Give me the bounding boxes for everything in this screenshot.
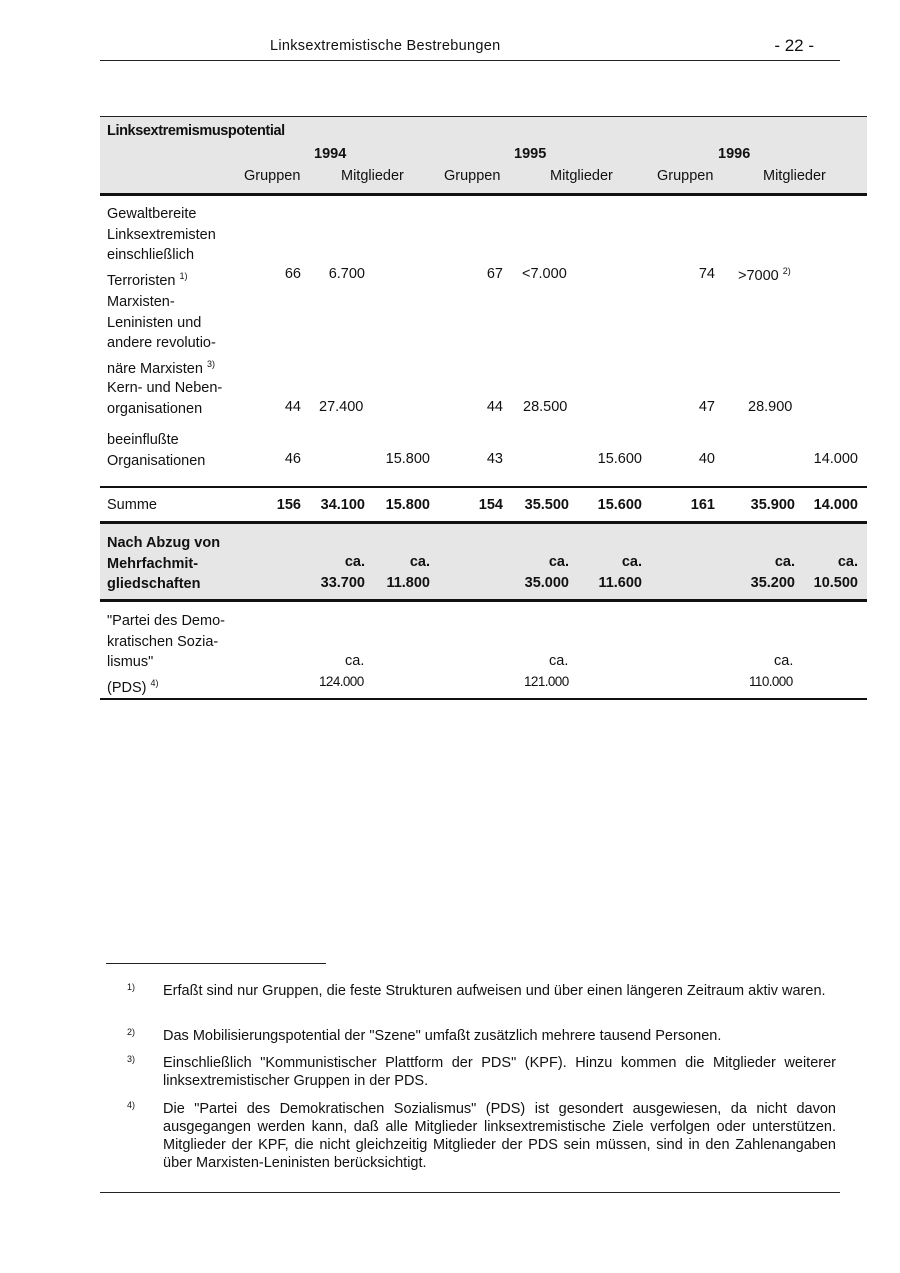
cell-mitglieder-1996: 28.900 <box>748 399 793 415</box>
summe-gruppen-1995: 154 <box>478 497 503 513</box>
cell-gruppen-1995: 67 <box>486 266 503 282</box>
pds-1995: 121.000 <box>524 674 569 689</box>
col-mitglieder-1995: Mitglieder <box>550 168 613 184</box>
row-label: Marxisten- Leninisten und andere revolutio- näre Marxisten $^{3)}$ <box>107 294 216 377</box>
ca-label: ca. <box>837 554 858 570</box>
pds-1994: 124.000 <box>319 674 364 689</box>
abzug-mitglieder-1994: 33.700 <box>320 575 365 591</box>
table-title: Linksextremismuspotential <box>107 123 285 139</box>
summe-nebenorg-1995: 15.600 <box>597 497 642 513</box>
cell-nebenorg-1994: 15.800 <box>385 451 430 467</box>
ca-label: ca. <box>344 554 365 570</box>
footnote-text: Das Mobilisierungspotential der "Szene" umfaßt zusätzlich mehrere tausend Personen. <box>163 1028 722 1044</box>
pds-row <box>100 602 867 700</box>
summe-mitglieder-1995: 35.500 <box>524 497 569 513</box>
col-mitglieder-1996: Mitglieder <box>763 168 826 184</box>
year-1994: 1994 <box>314 146 347 162</box>
abzug-mitglieder-1995: 35.000 <box>524 575 569 591</box>
page-header <box>100 36 840 61</box>
col-gruppen-1994: Gruppen <box>244 168 301 184</box>
cell-gruppen-1994: 46 <box>284 451 301 467</box>
year-1996: 1996 <box>718 146 751 162</box>
summe-mitglieder-1996: 35.900 <box>750 497 795 513</box>
footnote-number: 3) <box>127 1054 136 1064</box>
ca-label: ca. <box>548 554 569 570</box>
summe-gruppen-1994: 156 <box>276 497 301 513</box>
row-label: beeinflußte Organisationen <box>107 432 206 469</box>
header-title: Linksextremistische Bestrebungen <box>270 38 501 54</box>
cell-mitglieder-1995: <7.000 <box>522 266 567 282</box>
pds-1996: 110.000 <box>749 674 793 689</box>
table-row <box>100 430 867 486</box>
row-label: Kern- und Neben- organisationen <box>107 380 223 417</box>
table-row <box>100 196 867 289</box>
footnote-number: 4) <box>127 1100 136 1110</box>
footnote-number: 2) <box>127 1027 136 1037</box>
abzug-nebenorg-1994: 11.800 <box>386 575 430 591</box>
cell-mitglieder-1994: 6.700 <box>328 266 365 282</box>
abzug-nebenorg-1995: 11.600 <box>598 575 642 591</box>
ca-label: ca. <box>345 653 365 669</box>
cell-gruppen-1994: 44 <box>284 399 301 415</box>
ca-label: ca. <box>549 653 569 669</box>
cell-gruppen-1995: 43 <box>486 451 503 467</box>
footnote-number: 1) <box>127 982 136 992</box>
cell-gruppen-1996: 47 <box>698 399 715 415</box>
summe-nebenorg-1996: 14.000 <box>813 497 858 513</box>
year-1995: 1995 <box>514 146 547 162</box>
cell-nebenorg-1995: 15.600 <box>597 451 642 467</box>
abzug-label: Nach Abzug von Mehrfachmit- gliedschaften <box>107 535 221 592</box>
abzug-row <box>100 524 867 602</box>
row-label: Gewaltbereite Linksextremisten einschließlich Terroristen $^{1)}$ <box>107 206 216 289</box>
abzug-mitglieder-1996: 35.200 <box>750 575 795 591</box>
col-gruppen-1995: Gruppen <box>444 168 501 184</box>
ca-label: ca. <box>774 653 794 669</box>
potential-table <box>100 116 867 700</box>
table-header <box>100 116 867 196</box>
cell-gruppen-1996: 40 <box>698 451 715 467</box>
footnote-separator <box>106 963 326 964</box>
cell-gruppen-1995: 44 <box>486 399 503 415</box>
cell-gruppen-1994: 66 <box>284 266 301 282</box>
summe-mitglieder-1994: 34.100 <box>320 497 365 513</box>
col-gruppen-1996: Gruppen <box>657 168 714 184</box>
table-row <box>100 378 867 430</box>
cell-mitglieder-1994: 27.400 <box>319 399 364 415</box>
footnote-text: Einschließlich "Kommunistischer Plattform der PDS" (KPF). Hinzu kommen die Mitglieder weiterer linksextremistischer Gruppen in der PDS. <box>163 1055 836 1089</box>
summe-nebenorg-1994: 15.800 <box>385 497 430 513</box>
cell-mitglieder-1996: >7000 $^{2)}$ <box>738 266 791 284</box>
page-number: - 22 - <box>774 36 814 55</box>
pds-label: "Partei des Demo- kratischen Sozia- lismus" (PDS) $^{4)}$ <box>107 613 225 696</box>
footnote-text: Die "Partei des Demokratischen Sozialismus" (PDS) ist gesondert ausgewiesen, da nicht davon ausgegangen werden kann, daß alle Mitglieder linksextremistische Ziele verfolgen oder unterstützen. Mitglieder der KPF, die nicht gleichzeitig Mitglieder der PDS sein müssen, sind in den Zahlenangaben über Marxisten-Leninisten berücksichtigt. <box>163 1101 836 1171</box>
footnote-text: Erfaßt sind nur Gruppen, die feste Strukturen aufweisen und über einen längeren Zeitraum aktiv waren. <box>163 983 826 999</box>
col-mitglieder-1994: Mitglieder <box>341 168 404 184</box>
cell-mitglieder-1995: 28.500 <box>523 399 568 415</box>
summe-label: Summe <box>107 497 157 513</box>
ca-label: ca. <box>409 554 430 570</box>
abzug-nebenorg-1996: 10.500 <box>813 575 858 591</box>
ca-label: ca. <box>774 554 795 570</box>
bottom-rule <box>100 1192 840 1193</box>
cell-nebenorg-1996: 14.000 <box>813 451 858 467</box>
cell-gruppen-1996: 74 <box>698 266 715 282</box>
summe-row <box>100 486 867 524</box>
ca-label: ca. <box>621 554 642 570</box>
summe-gruppen-1996: 161 <box>690 497 715 513</box>
table-row <box>100 284 867 378</box>
